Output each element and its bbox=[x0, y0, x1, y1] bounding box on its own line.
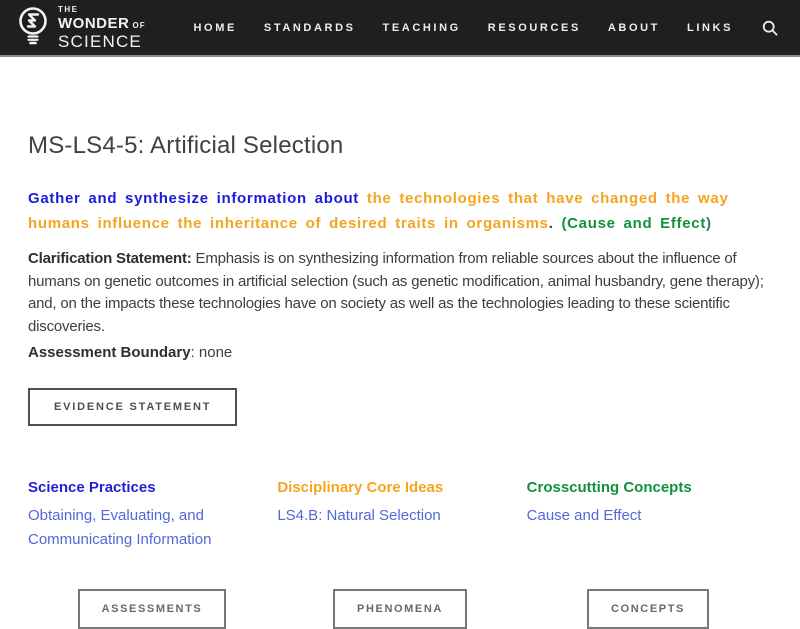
nav-item-resources[interactable]: RESOURCES bbox=[487, 21, 581, 34]
logo-text bbox=[58, 6, 146, 50]
page-title: MS-LS4-5: Artificial Selection bbox=[28, 132, 344, 159]
phenomena-button[interactable]: PHENOMENA bbox=[333, 589, 467, 629]
site-logo[interactable] bbox=[16, 6, 146, 50]
nav-item-links[interactable]: LINKS bbox=[687, 21, 733, 34]
crosscutting-link[interactable]: Cause and Effect bbox=[526, 507, 642, 524]
site-header bbox=[0, 0, 800, 57]
nav-item-home[interactable]: HOME bbox=[193, 21, 237, 34]
assessments-button[interactable]: ASSESSMENTS bbox=[78, 589, 227, 629]
search-icon[interactable] bbox=[762, 20, 778, 36]
assessment-boundary bbox=[28, 344, 772, 361]
science-practices-link[interactable]: Obtaining, Evaluating, and Communicating Information bbox=[28, 507, 212, 548]
core-ideas-column bbox=[277, 478, 522, 552]
resource-buttons-row bbox=[28, 589, 772, 629]
concepts-button[interactable]: CONCEPTS bbox=[587, 589, 709, 629]
core-ideas-link[interactable]: LS4.B: Natural Selection bbox=[277, 507, 441, 524]
logo-the: THE bbox=[58, 4, 79, 14]
core-ideas-heading: Disciplinary Core Ideas bbox=[277, 479, 444, 496]
lightbulb-icon bbox=[16, 6, 50, 50]
science-practices-heading: Science Practices bbox=[28, 479, 156, 496]
logo-wonder: WONDER bbox=[58, 14, 130, 32]
nav-item-standards[interactable]: STANDARDS bbox=[263, 21, 356, 34]
clarification-label: Clarification Statement: bbox=[28, 250, 192, 267]
nav-item-about[interactable]: ABOUT bbox=[607, 21, 660, 34]
dimensions-section bbox=[28, 478, 772, 552]
statement-separator: . bbox=[548, 215, 562, 232]
logo-of: OF bbox=[129, 20, 146, 30]
crosscutting-heading: Crosscutting Concepts bbox=[526, 479, 692, 496]
assessment-boundary-label: Assessment Boundary bbox=[28, 344, 191, 361]
nav-item-teaching[interactable]: TEACHING bbox=[382, 21, 461, 34]
main-nav bbox=[194, 20, 779, 36]
logo-science: SCIENCE bbox=[58, 31, 142, 51]
statement-practice-text: Gather and synthesize information about bbox=[28, 190, 367, 207]
assessment-boundary-value: : none bbox=[190, 344, 233, 361]
clarification-text: Emphasis is on synthesizing information from reliable sources about the influence of humans on genetic outcomes in artificial selection (such as genetic modification, animal husbandry, gene therapy); and, on the impacts these technologies have on society as well as the technologies leading to these scientific discoveries. bbox=[28, 250, 764, 335]
standard-statement bbox=[28, 186, 768, 236]
statement-core-idea-text: the technologies that have changed the way humans influence the inheritance of desired traits in organisms bbox=[28, 190, 729, 232]
crosscutting-column bbox=[527, 478, 772, 552]
standard-page bbox=[0, 57, 800, 629]
evidence-statement-button[interactable]: EVIDENCE STATEMENT bbox=[28, 388, 237, 426]
statement-concept-text: (Cause and Effect) bbox=[561, 215, 712, 232]
science-practices-column bbox=[28, 478, 273, 552]
clarification-statement bbox=[28, 248, 772, 338]
